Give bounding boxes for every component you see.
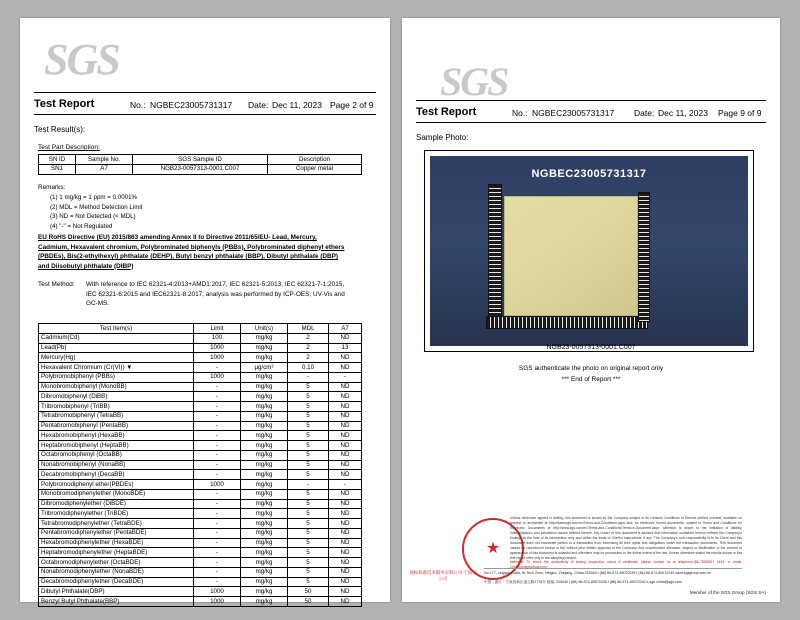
cell-limit: 1000 [194, 343, 241, 353]
cell-mdl: 5 [288, 382, 329, 392]
table-row [39, 528, 362, 538]
cell-unit: mg/kg [241, 538, 288, 548]
cell-unit: µg/cm² [241, 363, 288, 373]
cell-unit: mg/kg [241, 558, 288, 568]
cell-mdl: 5 [288, 519, 329, 529]
cell-limit: - [194, 577, 241, 587]
ruler-horizontal-bottom [486, 316, 648, 329]
cell-mdl: 5 [288, 489, 329, 499]
address-chinese: 中国・浙江・宁波高新区凌云路1776号 邮编: 315040 t (86) 86-574-89070245 f (86) 86-574-89070242 e sgs.china@sgs.com [484, 580, 682, 584]
col-sgs-sample-id: SGS Sample ID [133, 155, 268, 165]
cell-a7: ND [329, 499, 362, 509]
address-english: No.177, Lingyun Road, Hi-Tech Zone, Ningbo, Zhejiang, China 315040 t (86) 86-574-89070245 f (86) 86-574-89070242 www.sgsgroup.com.cn [484, 571, 712, 575]
cell-mdl: 5 [288, 509, 329, 519]
cell-mdl: 5 [288, 548, 329, 558]
sgs-logo-left: SGS [44, 35, 119, 84]
cell-a7: ND [329, 363, 362, 373]
cell-a7: ND [329, 597, 362, 607]
sgs-logo-right: SGS [440, 59, 508, 104]
authenticate-note: SGS authenticate the photo on original report only [518, 365, 664, 372]
cell-limit: - [194, 519, 241, 529]
photo-caption-text: NGBEC23005731317 [531, 168, 647, 180]
table-row [39, 538, 362, 548]
cell-mdl: 50 [288, 587, 329, 597]
table-row [39, 441, 362, 451]
cell-a7: ND [329, 421, 362, 431]
table-row [39, 480, 362, 490]
cell-mdl: 2 [288, 343, 329, 353]
legal-terms-text: Unless otherwise agreed in writing, this document is issued by the Company subject to its General Conditions of Service printed overleaf, available on request or accessible at http://www.sgs.com/en/Terms-and-Conditions.aspx and, for electronic format documents, subject to Terms and Conditions for Electronic Documents at http://www.sgs.com/en/Terms-and-Conditions/Terms-e-Document.aspx. Attention is drawn to the limitation of liability, indemnification and jurisdiction issues defined therein. Any holder of this document is advised that information contained hereon reflects the Company's findings at the time of its intervention only and within the limits of Client's instructions, if any. The Company's sole responsibility is to its Client and this document does not exonerate parties to a transaction from exercising all their rights and obligations under the transaction documents. This document cannot be reproduced except in full, without prior written approval of the Company. Any unauthorized alteration, forgery or falsification of the content or appearance of this document is unlawful and offenders may be prosecuted to the fullest extent of the law. Unless otherwise stated the results shown in this test report refer only to the sample(s) tested. [510, 516, 742, 560]
cell-unit: mg/kg [241, 509, 288, 519]
cell-limit: - [194, 421, 241, 431]
cell-mdl: 5 [288, 558, 329, 568]
cell-test-item: Dibromodiphenylether (DiBDE) [39, 499, 194, 509]
table-row [39, 392, 362, 402]
cell-a7: ND [329, 587, 362, 597]
cell-description: Copper metal [268, 164, 362, 174]
table-row [39, 450, 362, 460]
cell-limit: - [194, 402, 241, 412]
table-row [39, 499, 362, 509]
col-mdl: MDL [288, 324, 329, 334]
test-results-label: Test Result(s): [34, 125, 86, 134]
remarks-label: Remarks: [38, 184, 66, 191]
cell-test-item: Mercury(Hg) [39, 353, 194, 363]
cell-a7: ND [329, 538, 362, 548]
cell-unit: mg/kg [241, 528, 288, 538]
cell-unit: mg/kg [241, 499, 288, 509]
table-row [39, 333, 362, 343]
table-row [39, 470, 362, 480]
cell-limit: - [194, 392, 241, 402]
cell-limit: 1000 [194, 480, 241, 490]
ruler-vertical-right [638, 192, 650, 322]
cell-unit: mg/kg [241, 421, 288, 431]
cell-mdl: 5 [288, 528, 329, 538]
cell-mdl: 5 [288, 431, 329, 441]
cell-limit: 1000 [194, 587, 241, 597]
cell-unit: mg/kg [241, 577, 288, 587]
cell-limit: - [194, 538, 241, 548]
ruler-vertical-left [488, 184, 502, 326]
cell-test-item: Tetrabromobiphenyl (TetraBB) [39, 411, 194, 421]
cell-mdl: 5 [288, 460, 329, 470]
table-row [39, 489, 362, 499]
cell-limit: 1000 [194, 597, 241, 607]
test-method-label: Test Method: [38, 281, 75, 288]
photo-subcaption-text: NGB23-0057313-0001.C007 [546, 344, 636, 351]
cell-limit: 1000 [194, 372, 241, 382]
table-row [39, 353, 362, 363]
table-row [39, 587, 362, 597]
cell-limit: - [194, 431, 241, 441]
cell-unit: mg/kg [241, 460, 288, 470]
header-rule-top-left [34, 92, 376, 93]
legal-attention-text: Attention: To check the authenticity of testing /inspection report & certificate, please contact us at telephone:(86-755)8307 1443, or email: CN.Doccheck@sgs.com [510, 560, 742, 569]
cell-sample-no: A7 [76, 164, 133, 174]
table-row [39, 519, 362, 529]
end-of-report-note: *** End of Report *** [561, 376, 621, 383]
test-method-text: With reference to IEC 62321-4:2013+AMD1:2017, IEC 62321-5:2013, IEC 62321-7-1:2015, IEC 62321-6:2015 and IEC62321-8:2017, analysis was performed by ICP-OES, UV-Vis and GC-MS. [86, 281, 345, 308]
cell-unit: mg/kg [241, 441, 288, 451]
cell-limit: - [194, 382, 241, 392]
cell-test-item: Dibutyl Phthalate(DBP) [39, 587, 194, 597]
test-results-table [38, 323, 362, 607]
cell-test-item: Benzyl Butyl Phthalate(BBP) [39, 597, 194, 607]
col-unit: Unit(s) [241, 324, 288, 334]
report-no-value-right: NGBEC23005731317 [532, 108, 615, 118]
report-no-value-left: NGBEC23005731317 [150, 100, 233, 110]
cell-limit: - [194, 499, 241, 509]
col-limit: Limit [194, 324, 241, 334]
report-date-value-left: Dec 11, 2023 [272, 100, 322, 110]
cell-a7: - [329, 480, 362, 490]
report-title-left: Test Report [34, 98, 95, 110]
cell-a7: ND [329, 431, 362, 441]
table-row [39, 421, 362, 431]
report-title-right: Test Report [416, 106, 477, 118]
cell-unit: mg/kg [241, 567, 288, 577]
stamp-side-text: 通标标准技术服务有限公司 宁波分公司 [409, 570, 477, 581]
table-row [39, 558, 362, 568]
cell-test-item: Hexabromodiphenylether (HexaBDE) [39, 538, 194, 548]
cell-mdl: 50 [288, 597, 329, 607]
cell-test-item: Polybromobiphenyl (PBBs) [39, 372, 194, 382]
cell-test-item: Monobromodiphenylether (MonoBDE) [39, 489, 194, 499]
cell-limit: - [194, 363, 241, 373]
cell-test-item: Nonabromodiphenylether (NonaBDE) [39, 567, 194, 577]
cell-a7: ND [329, 509, 362, 519]
cell-unit: mg/kg [241, 519, 288, 529]
cell-mdl: - [288, 372, 329, 382]
sample-photo-frame [424, 150, 754, 352]
cell-mdl: 5 [288, 577, 329, 587]
cell-unit: mg/kg [241, 548, 288, 558]
cell-unit: mg/kg [241, 353, 288, 363]
cell-a7: ND [329, 558, 362, 568]
sample-photo-label: Sample Photo: [416, 133, 469, 142]
cell-a7: ND [329, 548, 362, 558]
cell-mdl: 5 [288, 402, 329, 412]
cell-test-item: Tribromobiphenyl (TriBB) [39, 402, 194, 412]
cell-unit: mg/kg [241, 402, 288, 412]
footer-divider [484, 568, 742, 569]
cell-unit: mg/kg [241, 480, 288, 490]
cell-mdl: 0.10 [288, 363, 329, 373]
cell-unit: mg/kg [241, 597, 288, 607]
cell-a7: ND [329, 450, 362, 460]
cell-a7: ND [329, 392, 362, 402]
cell-limit: - [194, 411, 241, 421]
cell-test-item: Hexavalent Chromium (Cr(VI)) ▼ [39, 363, 194, 373]
eu-rohs-directive-text: EU RoHS Directive (EU) 2015/863 amending Annex II to Directive 2011/65/EU- Lead, Mercury, Cadmium, Hexavalent chromium, Polybrominated biphenyls (PBBs), Polybrominated diphenyl ethers (PBDEs), Bis(2-ethylhexyl) phthalate (DEHP), Butyl benzyl phthalate (BBP), Dibutyl phthalate (DBP) and Diisobutyl phthalate (DIBP) [38, 234, 345, 270]
cell-mdl: 5 [288, 421, 329, 431]
cell-unit: mg/kg [241, 470, 288, 480]
remark-item: (2) MDL = Method Detection Limit [50, 203, 143, 211]
cell-test-item: Tetrabromodiphenylether (TetraBDE) [39, 519, 194, 529]
cell-a7: ND [329, 489, 362, 499]
cell-unit: mg/kg [241, 411, 288, 421]
cell-test-item: Hexabromobiphenyl (HexaBB) [39, 431, 194, 441]
table-row [39, 343, 362, 353]
star-icon: ★ [485, 540, 501, 557]
col-sn-id: SN ID [39, 155, 76, 165]
cell-a7: ND [329, 528, 362, 538]
table-row [39, 363, 362, 373]
cell-a7: ND [329, 411, 362, 421]
table-row [39, 597, 362, 607]
cell-limit: 1000 [194, 353, 241, 363]
remark-item: (3) ND = Not Detected (< MDL) [50, 213, 136, 221]
cell-unit: mg/kg [241, 382, 288, 392]
cell-mdl: 5 [288, 441, 329, 451]
cell-test-item: Monobromobiphenyl (MonoBB) [39, 382, 194, 392]
remark-item: (4) "-" = Not Regulated [50, 222, 113, 230]
cell-a7: - [329, 372, 362, 382]
report-date-label-right: Date: [634, 108, 655, 118]
table-row [39, 509, 362, 519]
table-row [39, 577, 362, 587]
cell-test-item: Lead(Pb) [39, 343, 194, 353]
cell-unit: mg/kg [241, 587, 288, 597]
cell-test-item: Cadmium(Cd) [39, 333, 194, 343]
cell-unit: mg/kg [241, 431, 288, 441]
cell-a7: ND [329, 402, 362, 412]
table-row [39, 164, 362, 174]
test-method-block [38, 280, 358, 309]
cell-mdl: 5 [288, 411, 329, 421]
cell-unit: mg/kg [241, 333, 288, 343]
cell-mdl: 5 [288, 538, 329, 548]
cell-test-item: Pentabromodiphenylether (PentaBDE) [39, 528, 194, 538]
cell-limit: - [194, 548, 241, 558]
cell-limit: - [194, 567, 241, 577]
report-date-label-left: Date: [248, 100, 269, 110]
sample-photo [430, 156, 748, 346]
header-rule-bottom-left [34, 114, 376, 115]
remark-item: (1) 1 mg/kg = 1 ppm = 0.0001% [50, 194, 138, 201]
cell-limit: - [194, 489, 241, 499]
table-row [39, 402, 362, 412]
cell-unit: mg/kg [241, 450, 288, 460]
cell-limit: 100 [194, 333, 241, 343]
cell-unit: mg/kg [241, 343, 288, 353]
col-test-item: Test Item(s) [39, 324, 194, 334]
test-part-description-label: Test Part Description: [38, 144, 100, 151]
table-header-row [39, 155, 362, 165]
cell-test-item: Decabromobiphenyl (DecaBB) [39, 470, 194, 480]
col-a7: A7 [329, 324, 362, 334]
cell-a7: ND [329, 577, 362, 587]
report-date-value-right: Dec 11, 2023 [658, 108, 708, 118]
cell-test-item: Decabromodiphenylether (DecaBDE) [39, 577, 194, 587]
remarks-list [50, 193, 142, 231]
cell-limit: - [194, 509, 241, 519]
cell-test-item: Tribromodiphenylether (TriBDE) [39, 509, 194, 519]
cell-a7: ND [329, 460, 362, 470]
cell-mdl: 5 [288, 567, 329, 577]
cell-mdl: 5 [288, 392, 329, 402]
sample-specimen [504, 196, 638, 316]
report-page-left [20, 18, 390, 605]
cell-test-item: Polybromodiphenyl ether(PBDEs) [39, 480, 194, 490]
table-row [39, 382, 362, 392]
cell-mdl: - [288, 480, 329, 490]
table-header-row [39, 324, 362, 334]
cell-limit: - [194, 558, 241, 568]
cell-unit: mg/kg [241, 489, 288, 499]
cell-test-item: Nonabromobiphenyl (NonaBB) [39, 460, 194, 470]
cell-limit: - [194, 441, 241, 451]
cell-sgs-sample-id: NGB23-0057313-0001.C007 [133, 164, 268, 174]
cell-a7: ND [329, 519, 362, 529]
cell-a7: ND [329, 353, 362, 363]
member-of-group-text: Member of the SGS Group (SGS SA) [689, 590, 766, 595]
report-page-right [402, 18, 780, 602]
header-rule-bottom-right [416, 122, 766, 123]
cell-unit: mg/kg [241, 392, 288, 402]
col-description: Description [268, 155, 362, 165]
cell-a7: 13 [329, 343, 362, 353]
cell-limit: - [194, 470, 241, 480]
cell-a7: ND [329, 382, 362, 392]
cell-mdl: 2 [288, 333, 329, 343]
col-sample-no: Sample No. [76, 155, 133, 165]
table-row [39, 567, 362, 577]
table-row [39, 411, 362, 421]
report-page-number-left: Page 2 of 9 [330, 100, 374, 110]
table-row [39, 548, 362, 558]
cell-a7: ND [329, 441, 362, 451]
cell-test-item: Octabromobiphenyl (OctaBB) [39, 450, 194, 460]
cell-a7: ND [329, 333, 362, 343]
cell-mdl: 2 [288, 353, 329, 363]
report-no-label-right: No.: [512, 108, 528, 118]
cell-test-item: Heptabromodiphenylether (HeptaBDE) [39, 548, 194, 558]
cell-test-item: Heptabromobiphenyl (HeptaBB) [39, 441, 194, 451]
cell-test-item: Octabromodiphenylether (OctaBDE) [39, 558, 194, 568]
cell-test-item: Dibromobiphenyl (DiBB) [39, 392, 194, 402]
cell-a7: ND [329, 470, 362, 480]
cell-test-item: Pentabromobiphenyl (PentaBB) [39, 421, 194, 431]
cell-unit: mg/kg [241, 372, 288, 382]
table-row [39, 431, 362, 441]
header-rule-top-right [416, 100, 766, 101]
cell-sn-id: SN1 [39, 164, 76, 174]
report-page-number-right: Page 9 of 9 [718, 108, 762, 118]
report-no-label-left: No.: [130, 100, 146, 110]
table-row [39, 372, 362, 382]
cell-limit: - [194, 460, 241, 470]
cell-mdl: 5 [288, 470, 329, 480]
cell-mdl: 5 [288, 450, 329, 460]
cell-mdl: 5 [288, 499, 329, 509]
table-row [39, 460, 362, 470]
cell-limit: - [194, 450, 241, 460]
cell-limit: - [194, 528, 241, 538]
test-part-table [38, 154, 362, 175]
cell-a7: ND [329, 567, 362, 577]
